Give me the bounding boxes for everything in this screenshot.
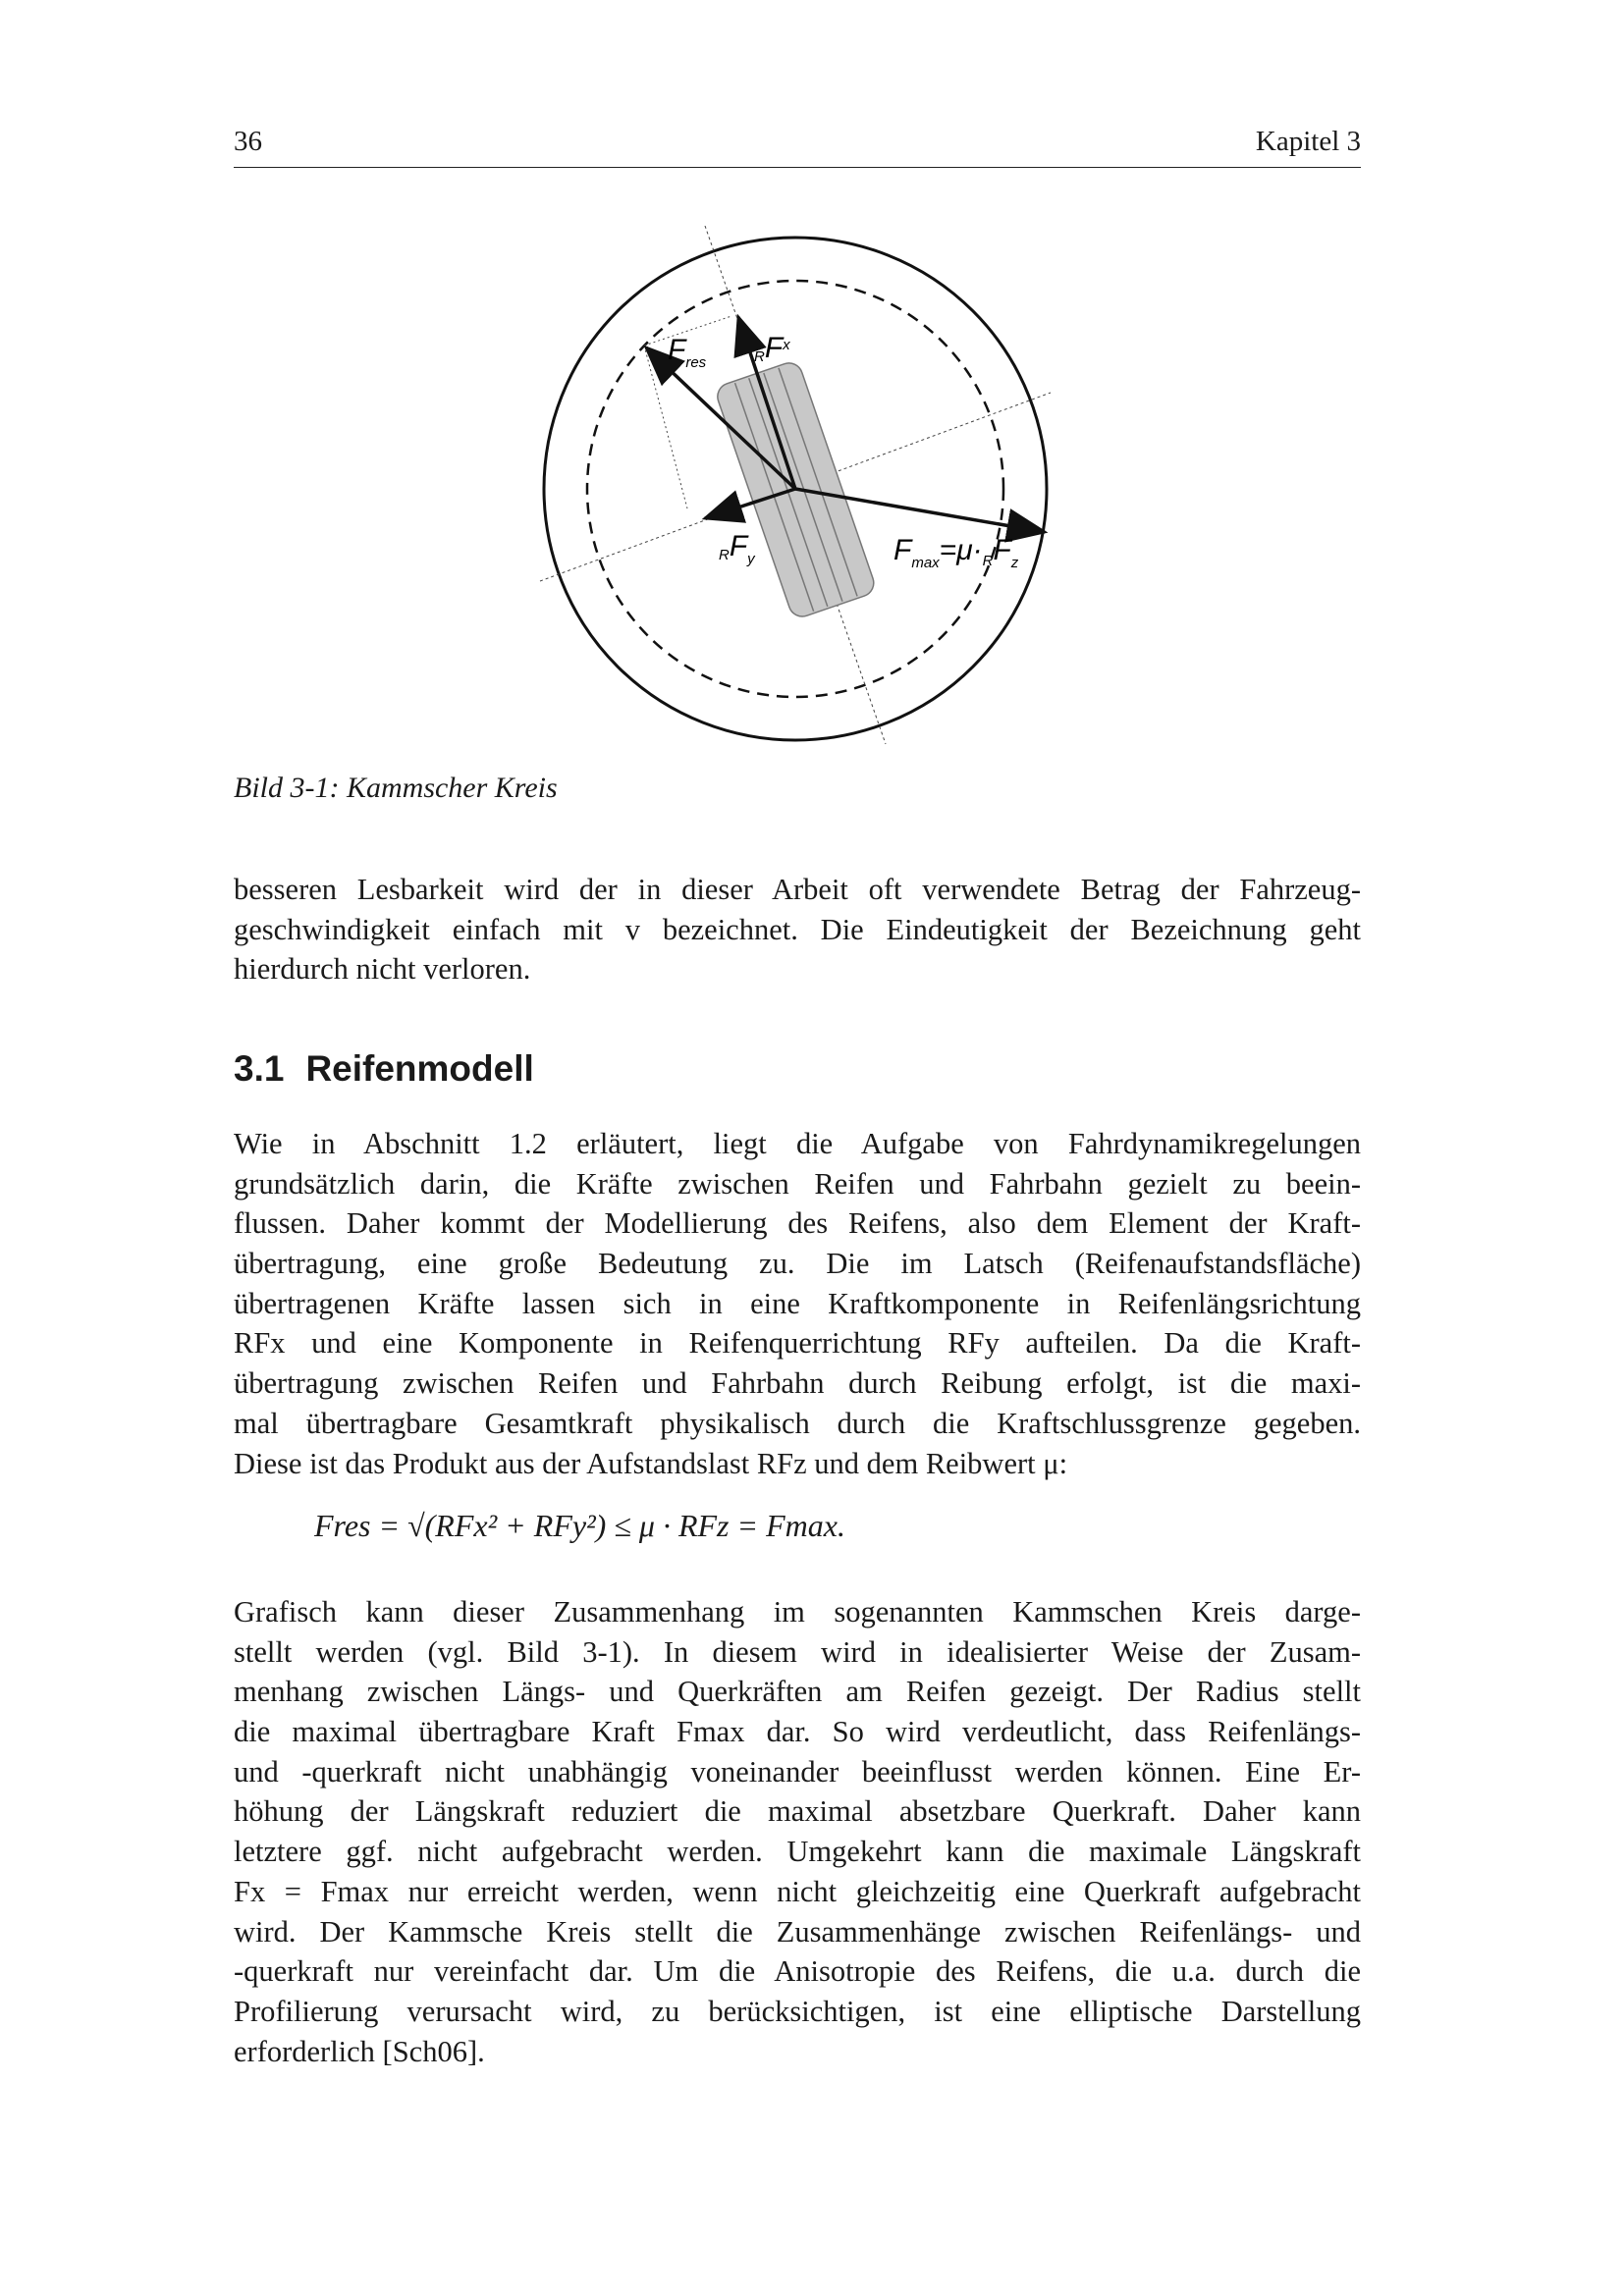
label-rfx: $RF^x$ [754, 332, 790, 365]
label-fmax: $F_{max}=\mu\cdot_RF_z$ [893, 534, 1019, 571]
text-line: wird. Der Kammsche Kreis stellt die Zusammenhänge zwischen Reifenlängs- und [234, 1914, 1361, 1949]
text-line: grundsätzlich darin, die Kräfte zwischen Reifen und Fahrbahn gezielt zu beein- [234, 1166, 1361, 1201]
text-line: flussen. Daher kommt der Modellierung des Reifens, also dem Element der Kraft- [234, 1206, 1361, 1241]
text-line: menhang zwischen Längs- und Querkräften am Reifen gezeigt. Der Radius stellt [234, 1675, 1361, 1709]
paragraph-intro [234, 870, 1361, 989]
text-line: Diese ist das Produkt aus der Aufstandslast RFz und dem Reibwert μ: [234, 1446, 1068, 1480]
paragraph-kammscher-kreis [234, 1592, 1361, 2071]
text-line: Fx = Fmax nur erreicht werden, wenn nicht gleichzeitig eine Querkraft aufgebracht [234, 1874, 1361, 1908]
page-header [234, 126, 1361, 168]
label-rfy: $RF_y$ [719, 530, 755, 567]
section-heading [234, 1048, 534, 1090]
text-line: hierdurch nicht verloren. [234, 952, 531, 987]
text-line: besseren Lesbarkeit wird der in dieser Arbeit oft verwendete Betrag der Fahrzeug- [234, 873, 1361, 906]
kammscher-kreis-figure [530, 226, 1060, 756]
chapter-title: Kapitel 3 [1255, 126, 1361, 157]
text-line: und -querkraft nicht unabhängig voneinander beeinflusst werden können. Eine Er- [234, 1754, 1361, 1789]
text-line: stellt werden (vgl. Bild 3-1). In diesem wird in idealisierter Weise der Zusam- [234, 1634, 1361, 1669]
text-line: mal übertragbare Gesamtkraft physikalisch durch die Kraftschlussgrenze gegeben. [234, 1406, 1361, 1440]
text-line: Grafisch kann dieser Zusammenhang im sogenannten Kammschen Kreis darge- [234, 1595, 1361, 1629]
text-line: RFx und eine Komponente in Reifenquerrichtung RFy aufteilen. Da die Kraft- [234, 1326, 1361, 1361]
figure-caption: Bild 3-1: Kammscher Kreis [234, 772, 558, 804]
text-line: die maximal übertragbare Kraft Fmax dar. So wird verdeutlicht, dass Reifenlängs- [234, 1715, 1361, 1749]
text-line: Profilierung verursacht wird, zu berücksichtigen, ist eine elliptische Darstellung [234, 1994, 1361, 2028]
text-line: -querkraft nur vereinfacht dar. Um die Anisotropie des Reifens, die u.a. durch die [234, 1954, 1361, 1989]
section-title: Reifenmodell [305, 1048, 534, 1089]
equation-fres: Fres = √(RFx² + RFy²) ≤ μ · RFz = Fmax. [314, 1508, 845, 1543]
text-line: geschwindigkeit einfach mit v bezeichnet. Die Eindeutigkeit der Bezeichnung geht [234, 912, 1361, 946]
text-line: höhung der Längskraft reduziert die maximal absetzbare Querkraft. Daher kann [234, 1794, 1361, 1829]
text-line: letztere ggf. nicht aufgebracht werden. Umgekehrt kann die maximale Längskraft [234, 1835, 1361, 1869]
text-line: erforderlich [Sch06]. [234, 2034, 485, 2068]
text-line: übertragung, eine große Bedeutung zu. Die im Latsch (Reifenaufstandsfläche) [234, 1247, 1361, 1281]
text-line: übertragenen Kräfte lassen sich in eine Kraftkomponente in Reifenlängsrichtung [234, 1286, 1361, 1320]
text-line: übertragung zwischen Reifen und Fahrbahn durch Reibung erfolgt, ist die maxi- [234, 1366, 1361, 1401]
text-line: Wie in Abschnitt 1.2 erläutert, liegt die Aufgabe von Fahrdynamikregelungen [234, 1127, 1361, 1160]
construction-line-1 [644, 316, 731, 346]
label-fres: $F_{res}$ [668, 334, 707, 371]
section-number: 3.1 [234, 1048, 285, 1089]
page-number: 36 [234, 126, 262, 157]
construction-line-2 [644, 346, 687, 508]
paragraph-reifenmodell [234, 1124, 1361, 1483]
